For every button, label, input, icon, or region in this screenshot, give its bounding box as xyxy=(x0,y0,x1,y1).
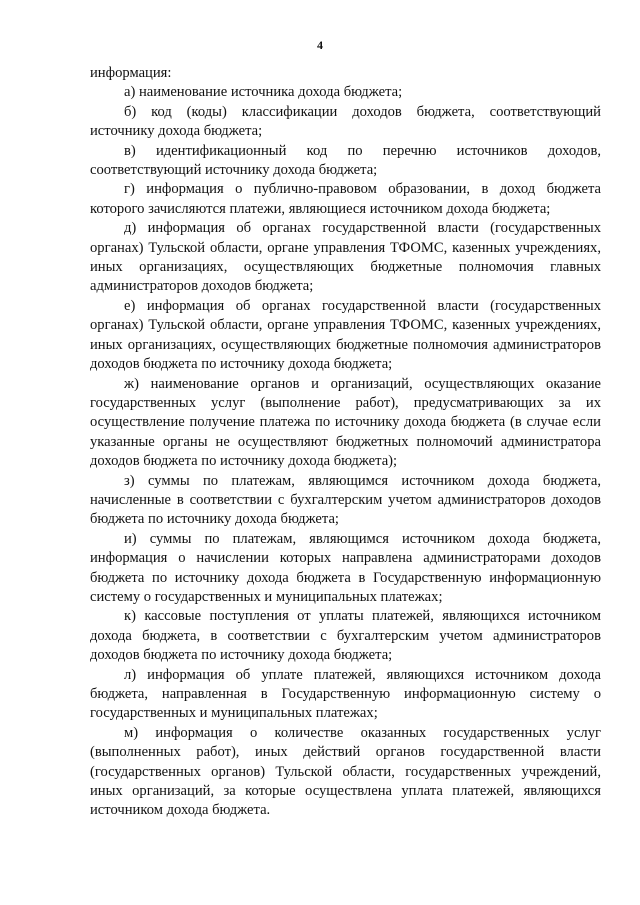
list-item-l: л) информация об уплате платежей, являющихся источником дохода бюджета, направленная в Государственную информационную систему о государственных и муниципальных платежах; xyxy=(90,666,601,722)
list-item-a: а) наименование источника дохода бюджета; xyxy=(124,84,403,101)
list-item-v: в) идентификационный код по перечню источников доходов, соответствующий источнику дохода бюджета; xyxy=(90,142,601,179)
list-item-b: б) код (коды) классификации доходов бюджета, соответствующий источнику дохода бюджета; xyxy=(90,103,601,140)
list-item-k: к) кассовые поступления от уплаты платежей, являющихся источником дохода бюджета, в соответствии с бухгалтерским учетом администраторов доходов бюджета по источнику дохода бюджета; xyxy=(90,608,601,664)
list-item-zh: ж) наименование органов и организаций, осуществляющих оказание государственных услуг (выполнение работ), предусматривающих за их осуществление получение платежа по источнику дохода бюджета (в случае если указанные органы не осуществляют бюджетных полномочий администратора доходов бюджета по источнику дохода бюджета); xyxy=(90,375,601,470)
intro-line: информация: xyxy=(90,65,172,81)
document-body xyxy=(90,64,601,821)
list-item-e: е) информация об органах государственной власти (государственных органах) Тульской области, органе управления ТФОМС, казенных учреждениях, иных организациях, осуществляющих бюджетные полномочия администраторов доходов бюджета по источнику дохода бюджета; xyxy=(90,297,601,373)
list-item-m: м) информация о количестве оказанных государственных услуг (выполненных работ), иных действий органов государственной власти (государственных органов) Тульской области, государственных учреждений, иных организаций, за которые осуществлена уплата платежей, являющихся источником дохода бюджета. xyxy=(90,724,601,819)
list-item-g: г) информация о публично-правовом образовании, в доход бюджета которого зачисляются платежи, являющиеся источником дохода бюджета; xyxy=(90,181,601,217)
list-item-i: и) суммы по платежам, являющимся источником дохода бюджета, информация о начислении которых направлена администраторами доходов бюджета по источнику дохода бюджета в Государственную информационную систему о государственных и муниципальных платежах; xyxy=(90,530,601,605)
list-item-z: з) суммы по платежам, являющимся источником дохода бюджета, начисленные в соответствии с бухгалтерским учетом администраторов доходов бюджета по источнику дохода бюджета; xyxy=(90,472,601,528)
page-number: 4 xyxy=(317,38,323,52)
list-item-d: д) информация об органах государственной власти (государственных органах) Тульской области, органе управления ТФОМС, казенных учреждениях, иных организациях, осуществляющих бюджетные полномочия главных администраторов доходов бюджета; xyxy=(90,220,601,295)
